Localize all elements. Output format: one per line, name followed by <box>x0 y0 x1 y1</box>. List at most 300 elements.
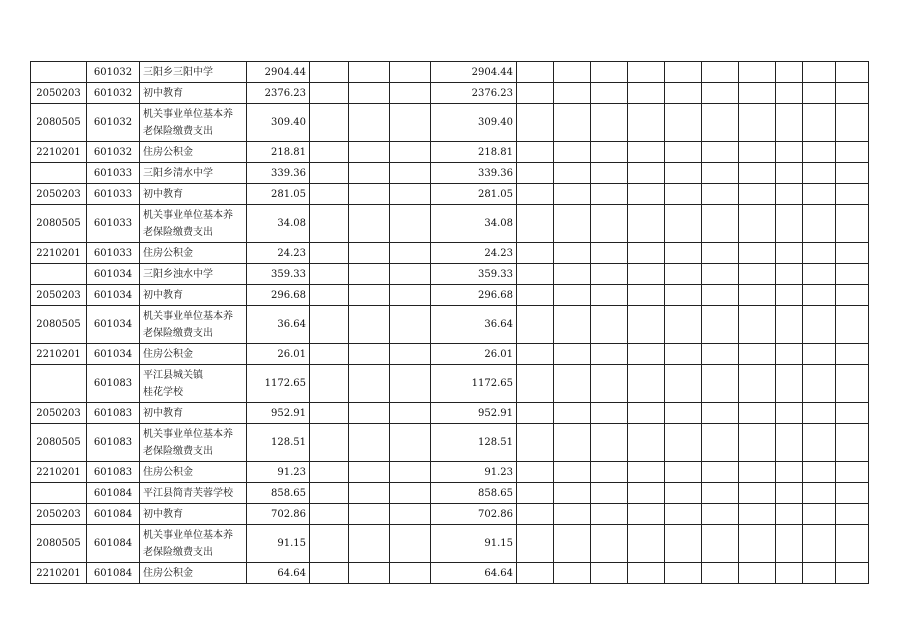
empty-cell <box>836 563 869 584</box>
empty-cell <box>554 142 591 163</box>
empty-cell <box>803 424 836 462</box>
empty-cell <box>349 104 390 142</box>
empty-cell <box>349 504 390 525</box>
empty-cell <box>665 344 702 365</box>
total-amount-cell: 702.86 <box>247 504 310 525</box>
empty-cell <box>702 142 739 163</box>
empty-cell <box>390 264 431 285</box>
total-amount-cell: 281.05 <box>247 184 310 205</box>
empty-cell <box>739 483 776 504</box>
total-amount-cell: 339.36 <box>247 163 310 184</box>
empty-cell <box>390 462 431 483</box>
empty-cell <box>628 365 665 403</box>
subject-code-cell: 2210201 <box>31 563 87 584</box>
empty-cell <box>628 462 665 483</box>
item-name-line: 老保险缴费支出 <box>143 226 213 238</box>
empty-cell <box>739 163 776 184</box>
empty-cell <box>517 483 554 504</box>
basic-amount-cell: 296.68 <box>431 285 517 306</box>
item-name-line: 三阳乡浊水中学 <box>143 268 213 280</box>
basic-amount-cell: 702.86 <box>431 504 517 525</box>
empty-cell <box>390 365 431 403</box>
empty-cell <box>776 344 803 365</box>
subject-code-cell: 2050203 <box>31 403 87 424</box>
empty-cell <box>517 163 554 184</box>
empty-cell <box>591 424 628 462</box>
item-name-line: 机关事业单位基本养 <box>143 428 233 440</box>
empty-cell <box>836 483 869 504</box>
basic-amount-cell: 26.01 <box>431 344 517 365</box>
empty-cell <box>349 184 390 205</box>
empty-cell <box>836 264 869 285</box>
empty-cell <box>665 462 702 483</box>
table-row <box>31 483 869 504</box>
table-row <box>31 83 869 104</box>
empty-cell <box>390 163 431 184</box>
empty-cell <box>702 285 739 306</box>
empty-cell <box>591 264 628 285</box>
empty-cell <box>665 525 702 563</box>
empty-cell <box>554 184 591 205</box>
subject-code-cell: 2210201 <box>31 344 87 365</box>
empty-cell <box>554 424 591 462</box>
empty-cell <box>390 62 431 83</box>
item-name-line: 住房公积金 <box>143 348 193 360</box>
table-row <box>31 163 869 184</box>
empty-cell <box>665 142 702 163</box>
empty-cell <box>310 142 349 163</box>
table-row <box>31 243 869 264</box>
empty-cell <box>628 285 665 306</box>
total-amount-cell: 218.81 <box>247 142 310 163</box>
empty-cell <box>349 403 390 424</box>
unit-code-cell: 601084 <box>87 525 140 563</box>
unit-code-cell: 601032 <box>87 142 140 163</box>
empty-cell <box>739 104 776 142</box>
empty-cell <box>517 184 554 205</box>
total-amount-cell: 858.65 <box>247 483 310 504</box>
empty-cell <box>776 163 803 184</box>
basic-amount-cell: 24.23 <box>431 243 517 264</box>
empty-cell <box>310 403 349 424</box>
subject-code-cell: 2050203 <box>31 83 87 104</box>
basic-amount-cell: 2376.23 <box>431 83 517 104</box>
empty-cell <box>390 184 431 205</box>
total-amount-cell: 359.33 <box>247 264 310 285</box>
subject-code-cell: 2080505 <box>31 205 87 243</box>
empty-cell <box>628 142 665 163</box>
empty-cell <box>836 365 869 403</box>
table-row <box>31 424 869 462</box>
unit-code-cell: 601034 <box>87 264 140 285</box>
empty-cell <box>665 62 702 83</box>
empty-cell <box>836 424 869 462</box>
empty-cell <box>776 365 803 403</box>
empty-cell <box>310 344 349 365</box>
empty-cell <box>803 83 836 104</box>
empty-cell <box>803 205 836 243</box>
empty-cell <box>803 306 836 344</box>
empty-cell <box>665 184 702 205</box>
empty-cell <box>665 403 702 424</box>
empty-cell <box>390 104 431 142</box>
empty-cell <box>702 483 739 504</box>
empty-cell <box>390 403 431 424</box>
empty-cell <box>836 462 869 483</box>
subject-code-cell: 2210201 <box>31 142 87 163</box>
empty-cell <box>591 306 628 344</box>
empty-cell <box>349 62 390 83</box>
empty-cell <box>517 285 554 306</box>
empty-cell <box>628 306 665 344</box>
empty-cell <box>776 525 803 563</box>
basic-amount-cell: 91.23 <box>431 462 517 483</box>
empty-cell <box>702 163 739 184</box>
total-amount-cell: 91.15 <box>247 525 310 563</box>
empty-cell <box>776 462 803 483</box>
empty-cell <box>739 184 776 205</box>
empty-cell <box>702 365 739 403</box>
empty-cell <box>628 184 665 205</box>
basic-amount-cell: 218.81 <box>431 142 517 163</box>
empty-cell <box>310 62 349 83</box>
empty-cell <box>776 306 803 344</box>
item-name-cell <box>140 344 247 365</box>
empty-cell <box>702 462 739 483</box>
item-name-cell <box>140 504 247 525</box>
item-name-line: 三阳乡三阳中学 <box>143 66 213 78</box>
item-name-cell <box>140 424 247 462</box>
total-amount-cell: 128.51 <box>247 424 310 462</box>
empty-cell <box>776 403 803 424</box>
empty-cell <box>739 525 776 563</box>
empty-cell <box>702 306 739 344</box>
table-row <box>31 525 869 563</box>
empty-cell <box>803 62 836 83</box>
empty-cell <box>349 264 390 285</box>
empty-cell <box>776 424 803 462</box>
empty-cell <box>390 142 431 163</box>
basic-amount-cell: 1172.65 <box>431 365 517 403</box>
empty-cell <box>591 104 628 142</box>
empty-cell <box>665 205 702 243</box>
empty-cell <box>554 563 591 584</box>
empty-cell <box>349 365 390 403</box>
empty-cell <box>665 306 702 344</box>
empty-cell <box>517 462 554 483</box>
total-amount-cell: 34.08 <box>247 205 310 243</box>
total-amount-cell: 2904.44 <box>247 62 310 83</box>
basic-amount-cell: 339.36 <box>431 163 517 184</box>
total-amount-cell: 64.64 <box>247 563 310 584</box>
empty-cell <box>554 306 591 344</box>
item-name-cell <box>140 205 247 243</box>
empty-cell <box>702 62 739 83</box>
empty-cell <box>836 344 869 365</box>
subject-code-cell: 2080505 <box>31 424 87 462</box>
empty-cell <box>702 83 739 104</box>
empty-cell <box>591 403 628 424</box>
empty-cell <box>310 163 349 184</box>
empty-cell <box>803 264 836 285</box>
table-row <box>31 462 869 483</box>
empty-cell <box>836 403 869 424</box>
item-name-line: 平江县简青芙蓉学校 <box>143 487 233 499</box>
empty-cell <box>517 104 554 142</box>
empty-cell <box>349 563 390 584</box>
empty-cell <box>310 306 349 344</box>
empty-cell <box>517 365 554 403</box>
empty-cell <box>554 403 591 424</box>
empty-cell <box>739 504 776 525</box>
empty-cell <box>628 205 665 243</box>
empty-cell <box>836 205 869 243</box>
unit-code-cell: 601083 <box>87 424 140 462</box>
empty-cell <box>803 142 836 163</box>
table-row <box>31 403 869 424</box>
empty-cell <box>628 563 665 584</box>
empty-cell <box>702 403 739 424</box>
unit-code-cell: 601083 <box>87 365 140 403</box>
empty-cell <box>310 563 349 584</box>
empty-cell <box>591 83 628 104</box>
empty-cell <box>349 483 390 504</box>
item-name-cell <box>140 83 247 104</box>
empty-cell <box>739 205 776 243</box>
empty-cell <box>390 285 431 306</box>
empty-cell <box>739 142 776 163</box>
empty-cell <box>554 264 591 285</box>
basic-amount-cell: 34.08 <box>431 205 517 243</box>
unit-code-cell: 601034 <box>87 344 140 365</box>
empty-cell <box>554 483 591 504</box>
empty-cell <box>349 344 390 365</box>
subject-code-cell <box>31 264 87 285</box>
basic-amount-cell: 2904.44 <box>431 62 517 83</box>
table-row <box>31 306 869 344</box>
empty-cell <box>803 483 836 504</box>
unit-code-cell: 601033 <box>87 184 140 205</box>
empty-cell <box>702 424 739 462</box>
item-name-line: 初中教育 <box>143 289 183 301</box>
empty-cell <box>554 243 591 264</box>
table-row <box>31 285 869 306</box>
total-amount-cell: 91.23 <box>247 462 310 483</box>
empty-cell <box>803 344 836 365</box>
item-name-cell <box>140 243 247 264</box>
empty-cell <box>803 184 836 205</box>
empty-cell <box>349 83 390 104</box>
item-name-line: 住房公积金 <box>143 247 193 259</box>
empty-cell <box>836 83 869 104</box>
item-name-cell <box>140 483 247 504</box>
empty-cell <box>554 525 591 563</box>
empty-cell <box>836 525 869 563</box>
unit-code-cell: 601034 <box>87 306 140 344</box>
table-row <box>31 62 869 83</box>
empty-cell <box>628 525 665 563</box>
empty-cell <box>310 104 349 142</box>
empty-cell <box>390 424 431 462</box>
basic-amount-cell: 91.15 <box>431 525 517 563</box>
item-name-line: 住房公积金 <box>143 466 193 478</box>
subject-code-cell <box>31 365 87 403</box>
empty-cell <box>517 344 554 365</box>
empty-cell <box>517 142 554 163</box>
subject-code-cell: 2210201 <box>31 243 87 264</box>
empty-cell <box>310 504 349 525</box>
item-name-line: 机关事业单位基本养 <box>143 310 233 322</box>
unit-code-cell: 601033 <box>87 163 140 184</box>
empty-cell <box>554 462 591 483</box>
unit-code-cell: 601033 <box>87 205 140 243</box>
empty-cell <box>739 403 776 424</box>
empty-cell <box>349 285 390 306</box>
subject-code-cell: 2050203 <box>31 285 87 306</box>
empty-cell <box>390 525 431 563</box>
empty-cell <box>836 184 869 205</box>
empty-cell <box>803 563 836 584</box>
item-name-line: 住房公积金 <box>143 567 193 579</box>
empty-cell <box>836 142 869 163</box>
empty-cell <box>628 83 665 104</box>
empty-cell <box>591 504 628 525</box>
total-amount-cell: 296.68 <box>247 285 310 306</box>
basic-amount-cell: 359.33 <box>431 264 517 285</box>
unit-code-cell: 601032 <box>87 104 140 142</box>
empty-cell <box>739 424 776 462</box>
empty-cell <box>591 525 628 563</box>
empty-cell <box>390 306 431 344</box>
empty-cell <box>776 563 803 584</box>
item-name-cell <box>140 563 247 584</box>
empty-cell <box>554 344 591 365</box>
empty-cell <box>702 104 739 142</box>
empty-cell <box>665 243 702 264</box>
empty-cell <box>591 563 628 584</box>
empty-cell <box>803 243 836 264</box>
empty-cell <box>517 424 554 462</box>
unit-code-cell: 601084 <box>87 483 140 504</box>
empty-cell <box>591 344 628 365</box>
empty-cell <box>554 504 591 525</box>
empty-cell <box>310 184 349 205</box>
empty-cell <box>739 62 776 83</box>
empty-cell <box>836 285 869 306</box>
empty-cell <box>591 184 628 205</box>
empty-cell <box>591 62 628 83</box>
empty-cell <box>628 424 665 462</box>
empty-cell <box>554 163 591 184</box>
empty-cell <box>591 205 628 243</box>
empty-cell <box>739 243 776 264</box>
empty-cell <box>390 205 431 243</box>
total-amount-cell: 952.91 <box>247 403 310 424</box>
empty-cell <box>776 285 803 306</box>
empty-cell <box>803 163 836 184</box>
table-body <box>31 62 869 584</box>
empty-cell <box>390 243 431 264</box>
table-row <box>31 264 869 285</box>
empty-cell <box>310 365 349 403</box>
table-row <box>31 142 869 163</box>
empty-cell <box>591 462 628 483</box>
empty-cell <box>776 504 803 525</box>
subject-code-cell: 2050203 <box>31 504 87 525</box>
empty-cell <box>628 483 665 504</box>
empty-cell <box>517 62 554 83</box>
empty-cell <box>628 344 665 365</box>
unit-code-cell: 601083 <box>87 462 140 483</box>
subject-code-cell <box>31 163 87 184</box>
basic-amount-cell: 858.65 <box>431 483 517 504</box>
empty-cell <box>665 83 702 104</box>
empty-cell <box>702 184 739 205</box>
subject-code-cell: 2080505 <box>31 104 87 142</box>
empty-cell <box>776 184 803 205</box>
empty-cell <box>628 62 665 83</box>
empty-cell <box>836 243 869 264</box>
item-name-line: 初中教育 <box>143 188 183 200</box>
item-name-line: 老保险缴费支出 <box>143 327 213 339</box>
empty-cell <box>554 285 591 306</box>
empty-cell <box>739 264 776 285</box>
empty-cell <box>349 424 390 462</box>
empty-cell <box>349 462 390 483</box>
basic-amount-cell: 952.91 <box>431 403 517 424</box>
empty-cell <box>591 483 628 504</box>
empty-cell <box>803 403 836 424</box>
item-name-cell <box>140 403 247 424</box>
empty-cell <box>776 104 803 142</box>
empty-cell <box>554 104 591 142</box>
empty-cell <box>349 163 390 184</box>
empty-cell <box>517 83 554 104</box>
table-row <box>31 365 869 403</box>
item-name-line: 机关事业单位基本养 <box>143 209 233 221</box>
empty-cell <box>310 243 349 264</box>
empty-cell <box>739 344 776 365</box>
empty-cell <box>836 306 869 344</box>
empty-cell <box>517 243 554 264</box>
empty-cell <box>739 285 776 306</box>
item-name-line: 桂花学校 <box>143 386 183 398</box>
empty-cell <box>554 205 591 243</box>
item-name-line: 初中教育 <box>143 508 183 520</box>
empty-cell <box>702 563 739 584</box>
empty-cell <box>310 525 349 563</box>
empty-cell <box>591 365 628 403</box>
item-name-line: 机关事业单位基本养 <box>143 529 233 541</box>
basic-amount-cell: 281.05 <box>431 184 517 205</box>
empty-cell <box>591 285 628 306</box>
empty-cell <box>349 205 390 243</box>
empty-cell <box>554 62 591 83</box>
empty-cell <box>591 243 628 264</box>
unit-code-cell: 601032 <box>87 83 140 104</box>
total-amount-cell: 1172.65 <box>247 365 310 403</box>
table-row <box>31 344 869 365</box>
empty-cell <box>517 563 554 584</box>
empty-cell <box>554 83 591 104</box>
item-name-line: 三阳乡清水中学 <box>143 167 213 179</box>
empty-cell <box>803 504 836 525</box>
empty-cell <box>310 83 349 104</box>
item-name-line: 老保险缴费支出 <box>143 125 213 137</box>
item-name-cell <box>140 285 247 306</box>
empty-cell <box>803 525 836 563</box>
unit-code-cell: 601083 <box>87 403 140 424</box>
